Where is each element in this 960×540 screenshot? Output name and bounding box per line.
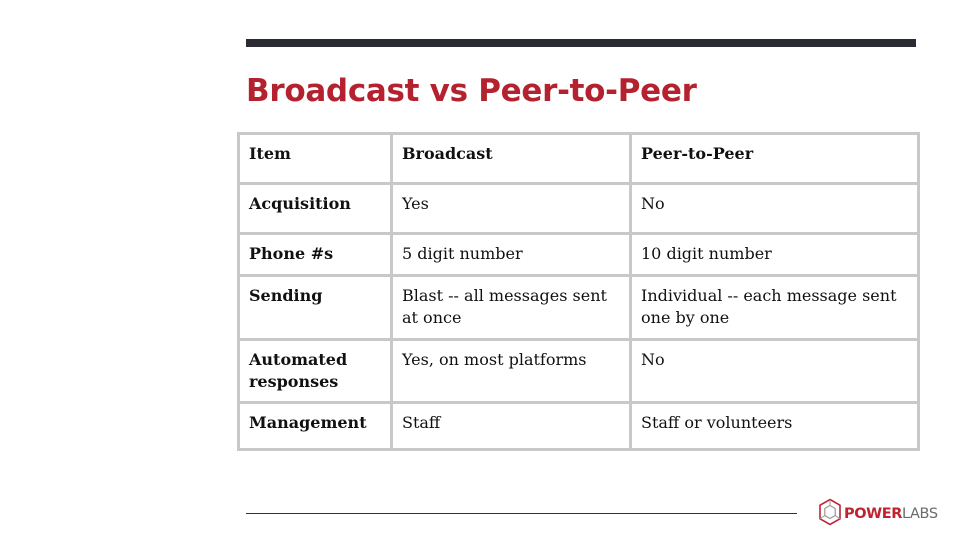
table-row (239, 234, 919, 276)
table-header-row (239, 134, 919, 184)
broadcast-cell: Blast -- all messages sent at once (392, 276, 631, 340)
peer-to-peer-cell: No (631, 340, 919, 403)
row-label: Management (239, 403, 392, 450)
table-row (239, 340, 919, 403)
peer-to-peer-cell: No (631, 184, 919, 234)
header-cell-peer-to-peer: Peer-to-Peer (631, 134, 919, 184)
row-label: Phone #s (239, 234, 392, 276)
powerlabs-logo (818, 498, 938, 530)
peer-to-peer-cell: Staff or volunteers (631, 403, 919, 450)
peer-to-peer-cell: 10 digit number (631, 234, 919, 276)
slide-title: Broadcast vs Peer-to-Peer (246, 73, 697, 109)
broadcast-cell: Staff (392, 403, 631, 450)
peer-to-peer-cell: Individual -- each message sent one by one (631, 276, 919, 340)
header-cell-item: Item (239, 134, 392, 184)
table-row (239, 184, 919, 234)
broadcast-cell: Yes (392, 184, 631, 234)
footer-divider (246, 513, 797, 514)
comparison-table (237, 132, 920, 451)
logo-wordmark: POWERLABS (844, 506, 938, 522)
row-label: Sending (239, 276, 392, 340)
table-row (239, 276, 919, 340)
hexagon-network-icon (818, 498, 842, 530)
broadcast-cell: 5 digit number (392, 234, 631, 276)
top-accent-bar (246, 39, 916, 47)
broadcast-cell: Yes, on most platforms (392, 340, 631, 403)
row-label: Acquisition (239, 184, 392, 234)
table-row (239, 403, 919, 450)
row-label: Automated responses (239, 340, 392, 403)
header-cell-broadcast: Broadcast (392, 134, 631, 184)
